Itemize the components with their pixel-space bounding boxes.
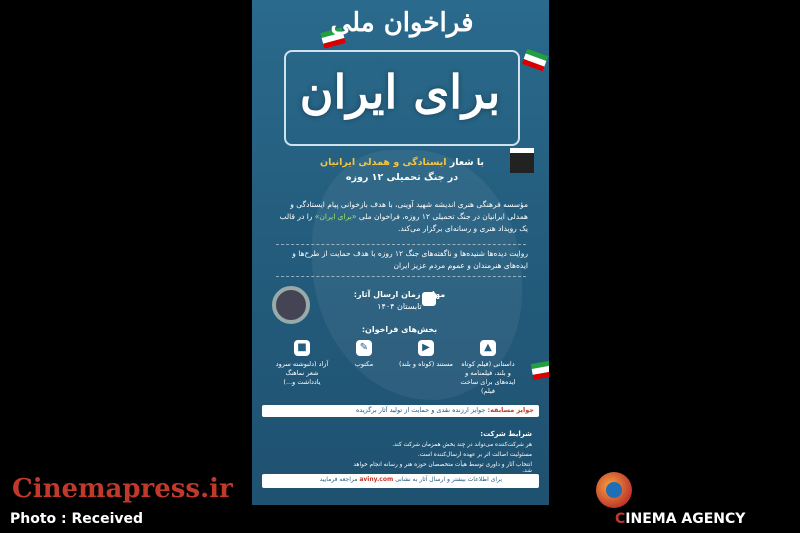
category-written [336, 340, 392, 369]
footer-prefix: برای اطلاعات بیشتر و ارسال آثار به نشانی [393, 476, 502, 483]
intro-paragraph [274, 199, 528, 235]
condition-item: انتخاب آثار و داوری توسط هیأت متخصصان حوزه هنر و رسانه انجام خواهد شد. [353, 462, 532, 474]
cinema-agency-label [615, 511, 745, 527]
condition-item: هر شرکت‌کننده می‌تواند در چند بخش همزمان شرکت کند. [392, 442, 532, 448]
divider [276, 276, 526, 277]
document-icon: ■ [294, 340, 310, 356]
slogan-line-1 [292, 157, 512, 168]
category-label: داستانی (فیلم کوتاه و بلند، فیلمنامه و ایده‌های برای ساخت فیلم) [460, 360, 516, 395]
pen-icon: ✎ [356, 340, 372, 356]
deadline-date: تابستان ۱۴۰۴ [377, 302, 422, 311]
condition-item: مسئولیت اصالت اثر بر عهده ارسال‌کننده است. [417, 452, 532, 458]
footer-url[interactable]: aviny.com [359, 476, 394, 483]
film-icon: ▲ [480, 340, 496, 356]
intro-part-1: مؤسسه فرهنگی هنری اندیشه شهید آوینی، با هدف بازخوانی پیام ایستادگی و همدلی ایرانیان در جنگ تحمیلی ۱۲ روزه، فراخوان ملی [290, 200, 528, 221]
photo-credit: Photo : Received [10, 511, 144, 527]
category-label: مکتوب [354, 360, 374, 368]
agency-name: INEMA AGENCY [625, 511, 746, 527]
footer-text [262, 476, 502, 483]
prize-description: جوایز ارزنده نقدی و حمایت از تولید آثار برگزیده [356, 406, 488, 414]
sections-title: بخش‌های فراخوان: [361, 325, 438, 334]
iran-flag-icon [531, 360, 549, 380]
category-documentary [398, 340, 454, 369]
category-label: مستند (کوتاه و بلند) [398, 360, 453, 368]
category-free [274, 340, 330, 387]
cinema-agency-logo-icon [596, 472, 632, 508]
prize-text [262, 406, 534, 414]
intro-highlight: «برای ایران» [314, 212, 357, 221]
iran-flag-icon [522, 49, 548, 72]
category-fiction [460, 340, 516, 396]
divider [276, 244, 526, 245]
slogan-prefix: با شعار [446, 157, 484, 168]
poster-title: برای ایران [299, 65, 501, 119]
poster [252, 0, 549, 505]
cinemapress-watermark: Cinemapress.ir [12, 474, 233, 504]
slogan-highlight: ایستادگی و همدلی ایرانیان [319, 157, 447, 168]
prize-label: جوایز مسابقه: [487, 406, 534, 414]
film-reel-icon [272, 286, 310, 324]
goal-paragraph: روایت دیده‌ها شنیده‌ها و ناگفته‌های جنگ ۱۲ روزه با هدف حمایت از طرح‌ها و ایده‌های هنرمندان و عموم مردم عزیز ایران [292, 249, 528, 270]
poster-subtitle: فراخوان ملی [330, 8, 474, 38]
category-label: آزاد (دلنوشته سرود شعر نماهنگ یادداشت و...) [275, 360, 329, 386]
intro-part-2: را در قالب یک رویداد هنری و رسانه‌ای برگزار می‌کند. [279, 212, 528, 233]
deadline-title: مهلت زمان ارسال آثار: [353, 290, 446, 299]
footer-suffix: مراجعه فرمایید [319, 476, 360, 483]
agency-initial: C [615, 511, 626, 527]
conditions-title: شرایط شرکت: [480, 430, 532, 438]
slogan-line-2: در جنگ تحمیلی ۱۲ روزه [345, 172, 459, 183]
play-icon: ▶ [418, 340, 434, 356]
clapperboard-icon [510, 148, 534, 173]
